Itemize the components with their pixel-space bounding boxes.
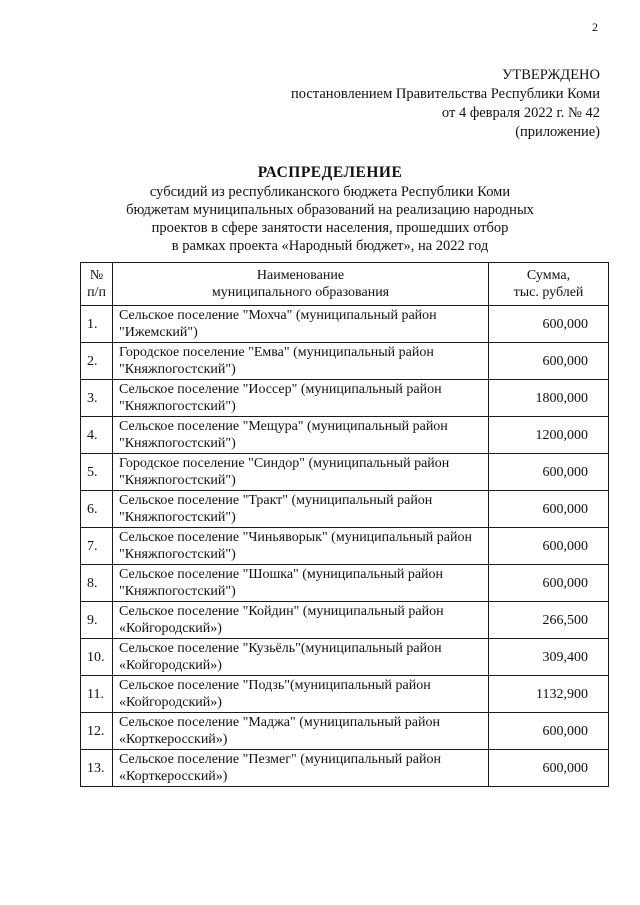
- table-row: [81, 343, 609, 380]
- header-sum-line2: тыс. рублей: [513, 285, 584, 300]
- table-row: [81, 676, 609, 713]
- row-sum: 1132,900: [489, 676, 609, 713]
- header-name-line1: Наименование: [256, 268, 345, 283]
- row-sum: 266,500: [489, 602, 609, 639]
- row-sum: 600,000: [489, 491, 609, 528]
- approval-title: УТВЕРЖДЕНО: [502, 67, 600, 83]
- row-municipality: Сельское поселение "Подзь"(муниципальный район «Койгородский»): [113, 676, 489, 713]
- row-sum: 600,000: [489, 454, 609, 491]
- row-municipality: Сельское поселение "Маджа" (муниципальный район «Корткеросский»): [113, 713, 489, 750]
- row-number: 12.: [81, 713, 113, 750]
- row-number: 9.: [81, 602, 113, 639]
- table-row: [81, 454, 609, 491]
- row-municipality: Сельское поселение "Мещура" (муниципальный район "Княжпогостский"): [113, 417, 489, 454]
- row-sum: 600,000: [489, 713, 609, 750]
- heading-line-3: проектов в сфере занятости населения, прошедших отбор: [151, 220, 509, 236]
- table-row: [81, 306, 609, 343]
- row-sum: 309,400: [489, 639, 609, 676]
- row-number: 3.: [81, 380, 113, 417]
- heading-line-4: в рамках проекта «Народный бюджет», на 2022 год: [171, 238, 489, 254]
- row-municipality: Сельское поселение "Кузьёль"(муниципальный район «Койгородский»): [113, 639, 489, 676]
- table-row: [81, 528, 609, 565]
- table-row: [81, 491, 609, 528]
- heading-line-2: бюджетам муниципальных образований на реализацию народных: [126, 202, 534, 218]
- row-municipality: Сельское поселение "Иоссер" (муниципальный район "Княжпогостский"): [113, 380, 489, 417]
- row-sum: 600,000: [489, 343, 609, 380]
- row-number: 7.: [81, 528, 113, 565]
- table-row: [81, 750, 609, 787]
- row-sum: 600,000: [489, 750, 609, 787]
- approval-authority: постановлением Правительства Республики Коми: [291, 86, 600, 102]
- table-row: [81, 639, 609, 676]
- table-row: [81, 602, 609, 639]
- table-row: [81, 565, 609, 602]
- row-sum: 1200,000: [489, 417, 609, 454]
- table-row: [81, 713, 609, 750]
- page-number: 2: [592, 20, 598, 34]
- header-name-line2: муниципального образования: [211, 285, 390, 300]
- row-number: 1.: [81, 306, 113, 343]
- approval-appendix: (приложение): [515, 124, 600, 140]
- table-row: [81, 380, 609, 417]
- header-sum: [489, 263, 609, 306]
- row-municipality: Сельское поселение "Тракт" (муниципальный район "Княжпогостский"): [113, 491, 489, 528]
- header-sum-line1: Сумма,: [526, 268, 571, 283]
- table-header-row: [81, 263, 609, 306]
- row-number: 2.: [81, 343, 113, 380]
- row-sum: 600,000: [489, 565, 609, 602]
- approval-date: от 4 февраля 2022 г. № 42: [441, 105, 600, 121]
- row-municipality: Сельское поселение "Пезмег" (муниципальный район «Корткеросский»): [113, 750, 489, 787]
- table-row: [81, 417, 609, 454]
- distribution-table: [80, 262, 609, 787]
- header-number: [81, 263, 113, 306]
- row-number: 13.: [81, 750, 113, 787]
- row-sum: 600,000: [489, 528, 609, 565]
- row-number: 10.: [81, 639, 113, 676]
- header-name: [113, 263, 489, 306]
- row-municipality: Сельское поселение "Шошка" (муниципальный район "Княжпогостский"): [113, 565, 489, 602]
- row-municipality: Сельское поселение "Мохча" (муниципальный район "Ижемский"): [113, 306, 489, 343]
- header-number-line2: п/п: [87, 285, 106, 300]
- row-municipality: Сельское поселение "Чиньяворык" (муниципальный район "Княжпогостский"): [113, 528, 489, 565]
- row-sum: 1800,000: [489, 380, 609, 417]
- row-number: 11.: [81, 676, 113, 713]
- row-number: 6.: [81, 491, 113, 528]
- document-heading: [60, 164, 600, 255]
- row-number: 4.: [81, 417, 113, 454]
- row-sum: 600,000: [489, 306, 609, 343]
- row-number: 8.: [81, 565, 113, 602]
- header-number-line1: №: [89, 268, 104, 283]
- row-municipality: Сельское поселение "Койдин" (муниципальный район «Койгородский»): [113, 602, 489, 639]
- heading-line-1: субсидий из республиканского бюджета Республики Коми: [149, 184, 511, 200]
- document-title: РАСПРЕДЕЛЕНИЕ: [257, 164, 403, 181]
- row-municipality: Городское поселение "Емва" (муниципальный район "Княжпогостский"): [113, 343, 489, 380]
- row-municipality: Городское поселение "Синдор" (муниципальный район "Княжпогостский"): [113, 454, 489, 491]
- approval-block: [291, 66, 600, 142]
- row-number: 5.: [81, 454, 113, 491]
